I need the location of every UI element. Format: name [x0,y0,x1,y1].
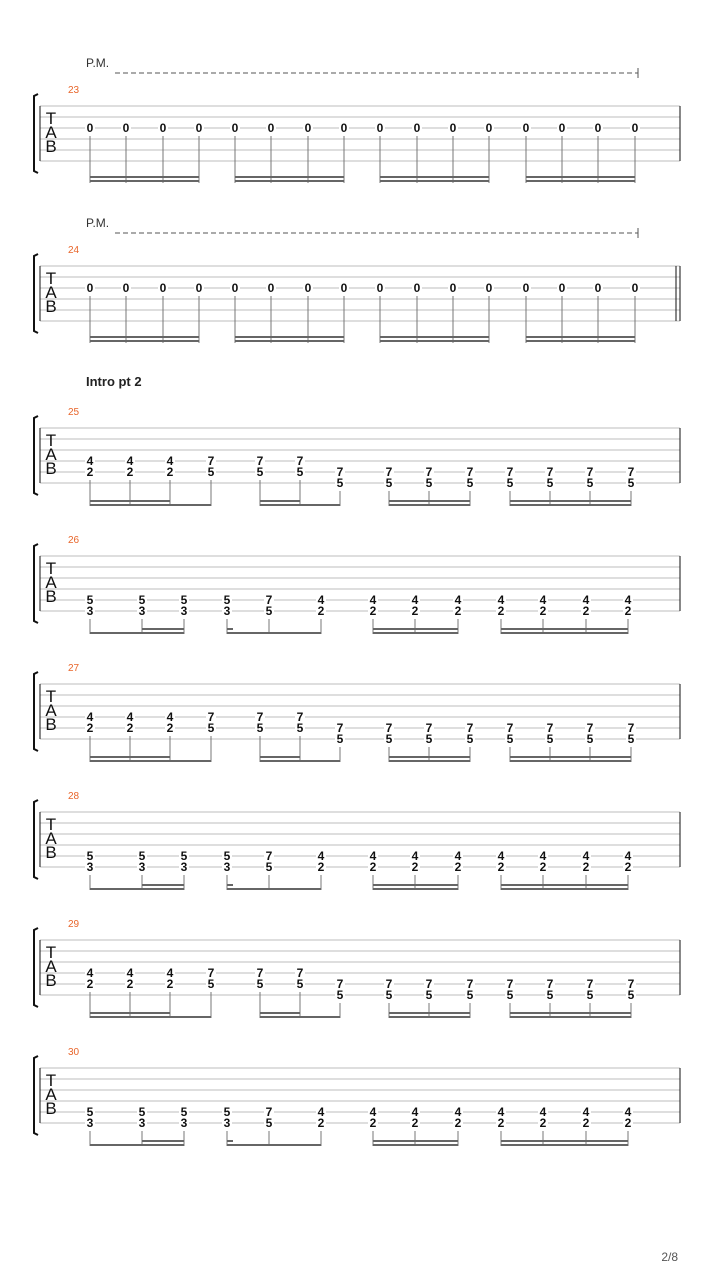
fret-number-bottom-27-8: 5 [425,732,433,746]
fret-number-bottom-27-3: 5 [207,721,215,735]
fret-number-bottom-29-1: 2 [126,977,134,991]
tab-clef-a-24: A [45,283,57,302]
fret-number-top-25-7: 7 [385,465,393,479]
fret-number-top-25-0: 4 [86,454,94,468]
fret-number-bottom-27-12: 5 [586,732,594,746]
fret-number-23-11: 0 [485,121,493,135]
fret-number-23-4: 0 [231,121,239,135]
fret-number-top-27-6: 7 [336,721,344,735]
fret-number-top-27-7: 7 [385,721,393,735]
fret-number-top-29-4: 7 [256,966,264,980]
fret-number-bottom-29-5: 5 [296,977,304,991]
fret-number-top-28-2: 5 [180,849,188,863]
fret-number-bottom-29-6: 5 [336,988,344,1002]
fret-number-top-25-9: 7 [466,465,474,479]
fret-number-bottom-27-9: 5 [466,732,474,746]
measure-number-23: 23 [68,85,80,96]
fret-number-bottom-28-6: 2 [369,860,377,874]
tab-clef-t-25: T [45,431,57,450]
fret-number-24-14: 0 [594,281,602,295]
fret-number-24-13: 0 [558,281,566,295]
fret-number-bottom-25-5: 5 [296,465,304,479]
tab-clef-b-25: B [45,459,57,478]
fret-number-bottom-25-3: 5 [207,465,215,479]
fret-number-bottom-25-9: 5 [466,476,474,490]
fret-number-top-29-8: 7 [425,977,433,991]
system-bracket-29 [34,928,38,1007]
fret-number-top-28-4: 7 [265,849,273,863]
fret-number-top-28-12: 4 [624,849,632,863]
fret-number-bottom-25-10: 5 [506,476,514,490]
fret-number-top-26-9: 4 [497,593,505,607]
fret-number-top-29-12: 7 [586,977,594,991]
fret-number-23-14: 0 [594,121,602,135]
fret-number-top-29-13: 7 [627,977,635,991]
tab-clef-a-25: A [45,445,57,464]
tab-clef-a-26: A [45,573,57,592]
fret-number-bottom-30-2: 3 [180,1116,188,1130]
fret-number-bottom-28-10: 2 [539,860,547,874]
fret-number-23-0: 0 [86,121,94,135]
fret-number-top-27-0: 4 [86,710,94,724]
fret-number-top-29-11: 7 [546,977,554,991]
fret-number-24-5: 0 [267,281,275,295]
fret-number-bottom-28-3: 3 [223,860,231,874]
tab-clef-b-30: B [45,1099,57,1118]
fret-number-bottom-25-11: 5 [546,476,554,490]
measure-number-28: 28 [68,791,80,802]
fret-number-bottom-25-4: 5 [256,465,264,479]
fret-number-bottom-25-13: 5 [627,476,635,490]
fret-number-bottom-28-12: 2 [624,860,632,874]
tab-clef-b-24: B [45,297,57,316]
fret-number-bottom-27-11: 5 [546,732,554,746]
fret-number-top-30-2: 5 [180,1105,188,1119]
fret-number-24-0: 0 [86,281,94,295]
fret-number-bottom-27-5: 5 [296,721,304,735]
tab-clef-b-23: B [45,137,57,156]
fret-number-bottom-28-1: 3 [138,860,146,874]
fret-number-bottom-30-12: 2 [624,1116,632,1130]
fret-number-bottom-26-2: 3 [180,604,188,618]
fret-number-bottom-30-7: 2 [411,1116,419,1130]
fret-number-bottom-26-6: 2 [369,604,377,618]
fret-number-top-30-11: 4 [582,1105,590,1119]
fret-number-top-29-9: 7 [466,977,474,991]
fret-number-bottom-27-7: 5 [385,732,393,746]
system-bracket-27 [34,672,38,751]
fret-number-bottom-28-7: 2 [411,860,419,874]
fret-number-bottom-28-11: 2 [582,860,590,874]
fret-number-top-27-2: 4 [166,710,174,724]
fret-number-bottom-27-6: 5 [336,732,344,746]
fret-number-top-28-3: 5 [223,849,231,863]
tab-clef-t-29: T [45,943,57,962]
measure-number-27: 27 [68,663,80,674]
fret-number-top-25-13: 7 [627,465,635,479]
measure-number-25: 25 [68,407,80,418]
fret-number-24-11: 0 [485,281,493,295]
fret-number-top-27-10: 7 [506,721,514,735]
fret-number-bottom-26-5: 2 [317,604,325,618]
fret-number-bottom-30-5: 2 [317,1116,325,1130]
system-bracket-25 [34,416,38,495]
fret-number-24-4: 0 [231,281,239,295]
fret-number-bottom-28-0: 3 [86,860,94,874]
fret-number-top-25-3: 7 [207,454,215,468]
fret-number-bottom-27-1: 2 [126,721,134,735]
fret-number-bottom-26-7: 2 [411,604,419,618]
fret-number-top-26-6: 4 [369,593,377,607]
fret-number-23-6: 0 [304,121,312,135]
fret-number-24-12: 0 [522,281,530,295]
fret-number-bottom-25-2: 2 [166,465,174,479]
fret-number-bottom-30-3: 3 [223,1116,231,1130]
fret-number-top-27-12: 7 [586,721,594,735]
tab-clef-a-28: A [45,829,57,848]
fret-number-bottom-25-1: 2 [126,465,134,479]
fret-number-top-26-2: 5 [180,593,188,607]
fret-number-top-30-12: 4 [624,1105,632,1119]
fret-number-bottom-29-2: 2 [166,977,174,991]
fret-number-24-8: 0 [376,281,384,295]
fret-number-bottom-30-0: 3 [86,1116,94,1130]
fret-number-24-2: 0 [159,281,167,295]
fret-number-top-27-13: 7 [627,721,635,735]
fret-number-top-26-8: 4 [454,593,462,607]
palm-mute-label-23: P.M. [86,56,110,70]
fret-number-24-3: 0 [195,281,203,295]
measure-number-26: 26 [68,535,80,546]
fret-number-23-1: 0 [122,121,130,135]
fret-number-bottom-30-8: 2 [454,1116,462,1130]
fret-number-bottom-28-2: 3 [180,860,188,874]
fret-number-bottom-28-5: 2 [317,860,325,874]
fret-number-bottom-26-10: 2 [539,604,547,618]
fret-number-top-28-10: 4 [539,849,547,863]
fret-number-24-15: 0 [631,281,639,295]
fret-number-bottom-25-7: 5 [385,476,393,490]
fret-number-top-25-6: 7 [336,465,344,479]
fret-number-top-28-7: 4 [411,849,419,863]
fret-number-bottom-29-7: 5 [385,988,393,1002]
fret-number-top-25-10: 7 [506,465,514,479]
fret-number-bottom-29-3: 5 [207,977,215,991]
fret-number-top-26-3: 5 [223,593,231,607]
fret-number-top-27-4: 7 [256,710,264,724]
fret-number-top-30-0: 5 [86,1105,94,1119]
fret-number-top-28-1: 5 [138,849,146,863]
fret-number-bottom-30-9: 2 [497,1116,505,1130]
section-title: Intro pt 2 [86,374,142,389]
fret-number-bottom-26-1: 3 [138,604,146,618]
fret-number-24-7: 0 [340,281,348,295]
fret-number-top-26-10: 4 [539,593,547,607]
system-bracket-28 [34,800,38,879]
fret-number-23-5: 0 [267,121,275,135]
tab-clef-b-28: B [45,843,57,862]
fret-number-bottom-27-10: 5 [506,732,514,746]
fret-number-bottom-29-0: 2 [86,977,94,991]
fret-number-top-30-4: 7 [265,1105,273,1119]
tab-clef-a-29: A [45,957,57,976]
fret-number-bottom-30-1: 3 [138,1116,146,1130]
fret-number-top-25-4: 7 [256,454,264,468]
tab-clef-t-28: T [45,815,57,834]
tab-clef-t-26: T [45,559,57,578]
tab-clef-a-30: A [45,1085,57,1104]
palm-mute-label-24: P.M. [86,216,110,230]
fret-number-bottom-25-12: 5 [586,476,594,490]
tab-clef-b-29: B [45,971,57,990]
fret-number-top-30-3: 5 [223,1105,231,1119]
fret-number-top-29-7: 7 [385,977,393,991]
fret-number-top-27-9: 7 [466,721,474,735]
fret-number-24-10: 0 [449,281,457,295]
fret-number-top-26-5: 4 [317,593,325,607]
fret-number-bottom-25-6: 5 [336,476,344,490]
fret-number-bottom-27-4: 5 [256,721,264,735]
fret-number-bottom-29-4: 5 [256,977,264,991]
system-bracket-23 [34,94,38,173]
fret-number-top-27-5: 7 [296,710,304,724]
fret-number-23-2: 0 [159,121,167,135]
fret-number-bottom-26-4: 5 [265,604,273,618]
fret-number-top-26-4: 7 [265,593,273,607]
tab-clef-a-27: A [45,701,57,720]
tab-clef-t-23: T [45,109,57,128]
fret-number-23-7: 0 [340,121,348,135]
system-bracket-24 [34,254,38,333]
fret-number-bottom-28-9: 2 [497,860,505,874]
fret-number-top-28-5: 4 [317,849,325,863]
fret-number-bottom-27-0: 2 [86,721,94,735]
fret-number-top-25-12: 7 [586,465,594,479]
fret-number-bottom-30-11: 2 [582,1116,590,1130]
fret-number-top-27-3: 7 [207,710,215,724]
fret-number-bottom-29-12: 5 [586,988,594,1002]
fret-number-23-10: 0 [449,121,457,135]
tab-clef-t-27: T [45,687,57,706]
fret-number-top-30-7: 4 [411,1105,419,1119]
fret-number-top-26-12: 4 [624,593,632,607]
fret-number-bottom-25-0: 2 [86,465,94,479]
tab-clef-t-30: T [45,1071,57,1090]
fret-number-bottom-27-2: 2 [166,721,174,735]
fret-number-top-30-1: 5 [138,1105,146,1119]
fret-number-bottom-26-3: 3 [223,604,231,618]
fret-number-top-30-10: 4 [539,1105,547,1119]
fret-number-bottom-29-11: 5 [546,988,554,1002]
fret-number-bottom-29-13: 5 [627,988,635,1002]
fret-number-top-29-0: 4 [86,966,94,980]
fret-number-top-25-2: 4 [166,454,174,468]
fret-number-top-25-8: 7 [425,465,433,479]
fret-number-top-25-1: 4 [126,454,134,468]
fret-number-23-9: 0 [413,121,421,135]
fret-number-top-25-11: 7 [546,465,554,479]
fret-number-top-29-5: 7 [296,966,304,980]
tab-clef-b-27: B [45,715,57,734]
fret-number-top-30-8: 4 [454,1105,462,1119]
measure-number-30: 30 [68,1047,80,1058]
fret-number-top-30-6: 4 [369,1105,377,1119]
fret-number-bottom-29-9: 5 [466,988,474,1002]
fret-number-top-28-9: 4 [497,849,505,863]
fret-number-top-29-2: 4 [166,966,174,980]
tab-clef-t-24: T [45,269,57,288]
system-bracket-26 [34,544,38,623]
fret-number-23-3: 0 [195,121,203,135]
tab-clef-b-26: B [45,587,57,606]
fret-number-top-29-1: 4 [126,966,134,980]
fret-number-top-27-11: 7 [546,721,554,735]
fret-number-top-26-11: 4 [582,593,590,607]
fret-number-bottom-26-0: 3 [86,604,94,618]
fret-number-23-13: 0 [558,121,566,135]
fret-number-top-29-3: 7 [207,966,215,980]
fret-number-23-8: 0 [376,121,384,135]
page-number: 2/8 [661,1250,678,1264]
measure-number-29: 29 [68,919,80,930]
fret-number-bottom-29-8: 5 [425,988,433,1002]
system-bracket-30 [34,1056,38,1135]
fret-number-bottom-30-4: 5 [265,1116,273,1130]
measure-number-24: 24 [68,245,80,256]
fret-number-top-27-8: 7 [425,721,433,735]
fret-number-top-25-5: 7 [296,454,304,468]
fret-number-bottom-26-9: 2 [497,604,505,618]
fret-number-bottom-29-10: 5 [506,988,514,1002]
fret-number-23-12: 0 [522,121,530,135]
fret-number-top-27-1: 4 [126,710,134,724]
fret-number-bottom-28-8: 2 [454,860,462,874]
fret-number-bottom-28-4: 5 [265,860,273,874]
fret-number-top-28-0: 5 [86,849,94,863]
fret-number-bottom-30-6: 2 [369,1116,377,1130]
fret-number-top-26-7: 4 [411,593,419,607]
fret-number-top-29-6: 7 [336,977,344,991]
fret-number-24-6: 0 [304,281,312,295]
fret-number-24-9: 0 [413,281,421,295]
tab-clef-a-23: A [45,123,57,142]
fret-number-bottom-30-10: 2 [539,1116,547,1130]
fret-number-top-29-10: 7 [506,977,514,991]
fret-number-top-28-8: 4 [454,849,462,863]
fret-number-bottom-26-11: 2 [582,604,590,618]
fret-number-bottom-26-12: 2 [624,604,632,618]
fret-number-bottom-26-8: 2 [454,604,462,618]
fret-number-23-15: 0 [631,121,639,135]
fret-number-bottom-27-13: 5 [627,732,635,746]
fret-number-top-30-9: 4 [497,1105,505,1119]
fret-number-top-28-6: 4 [369,849,377,863]
fret-number-top-30-5: 4 [317,1105,325,1119]
fret-number-bottom-25-8: 5 [425,476,433,490]
fret-number-top-28-11: 4 [582,849,590,863]
fret-number-top-26-1: 5 [138,593,146,607]
fret-number-24-1: 0 [122,281,130,295]
fret-number-top-26-0: 5 [86,593,94,607]
